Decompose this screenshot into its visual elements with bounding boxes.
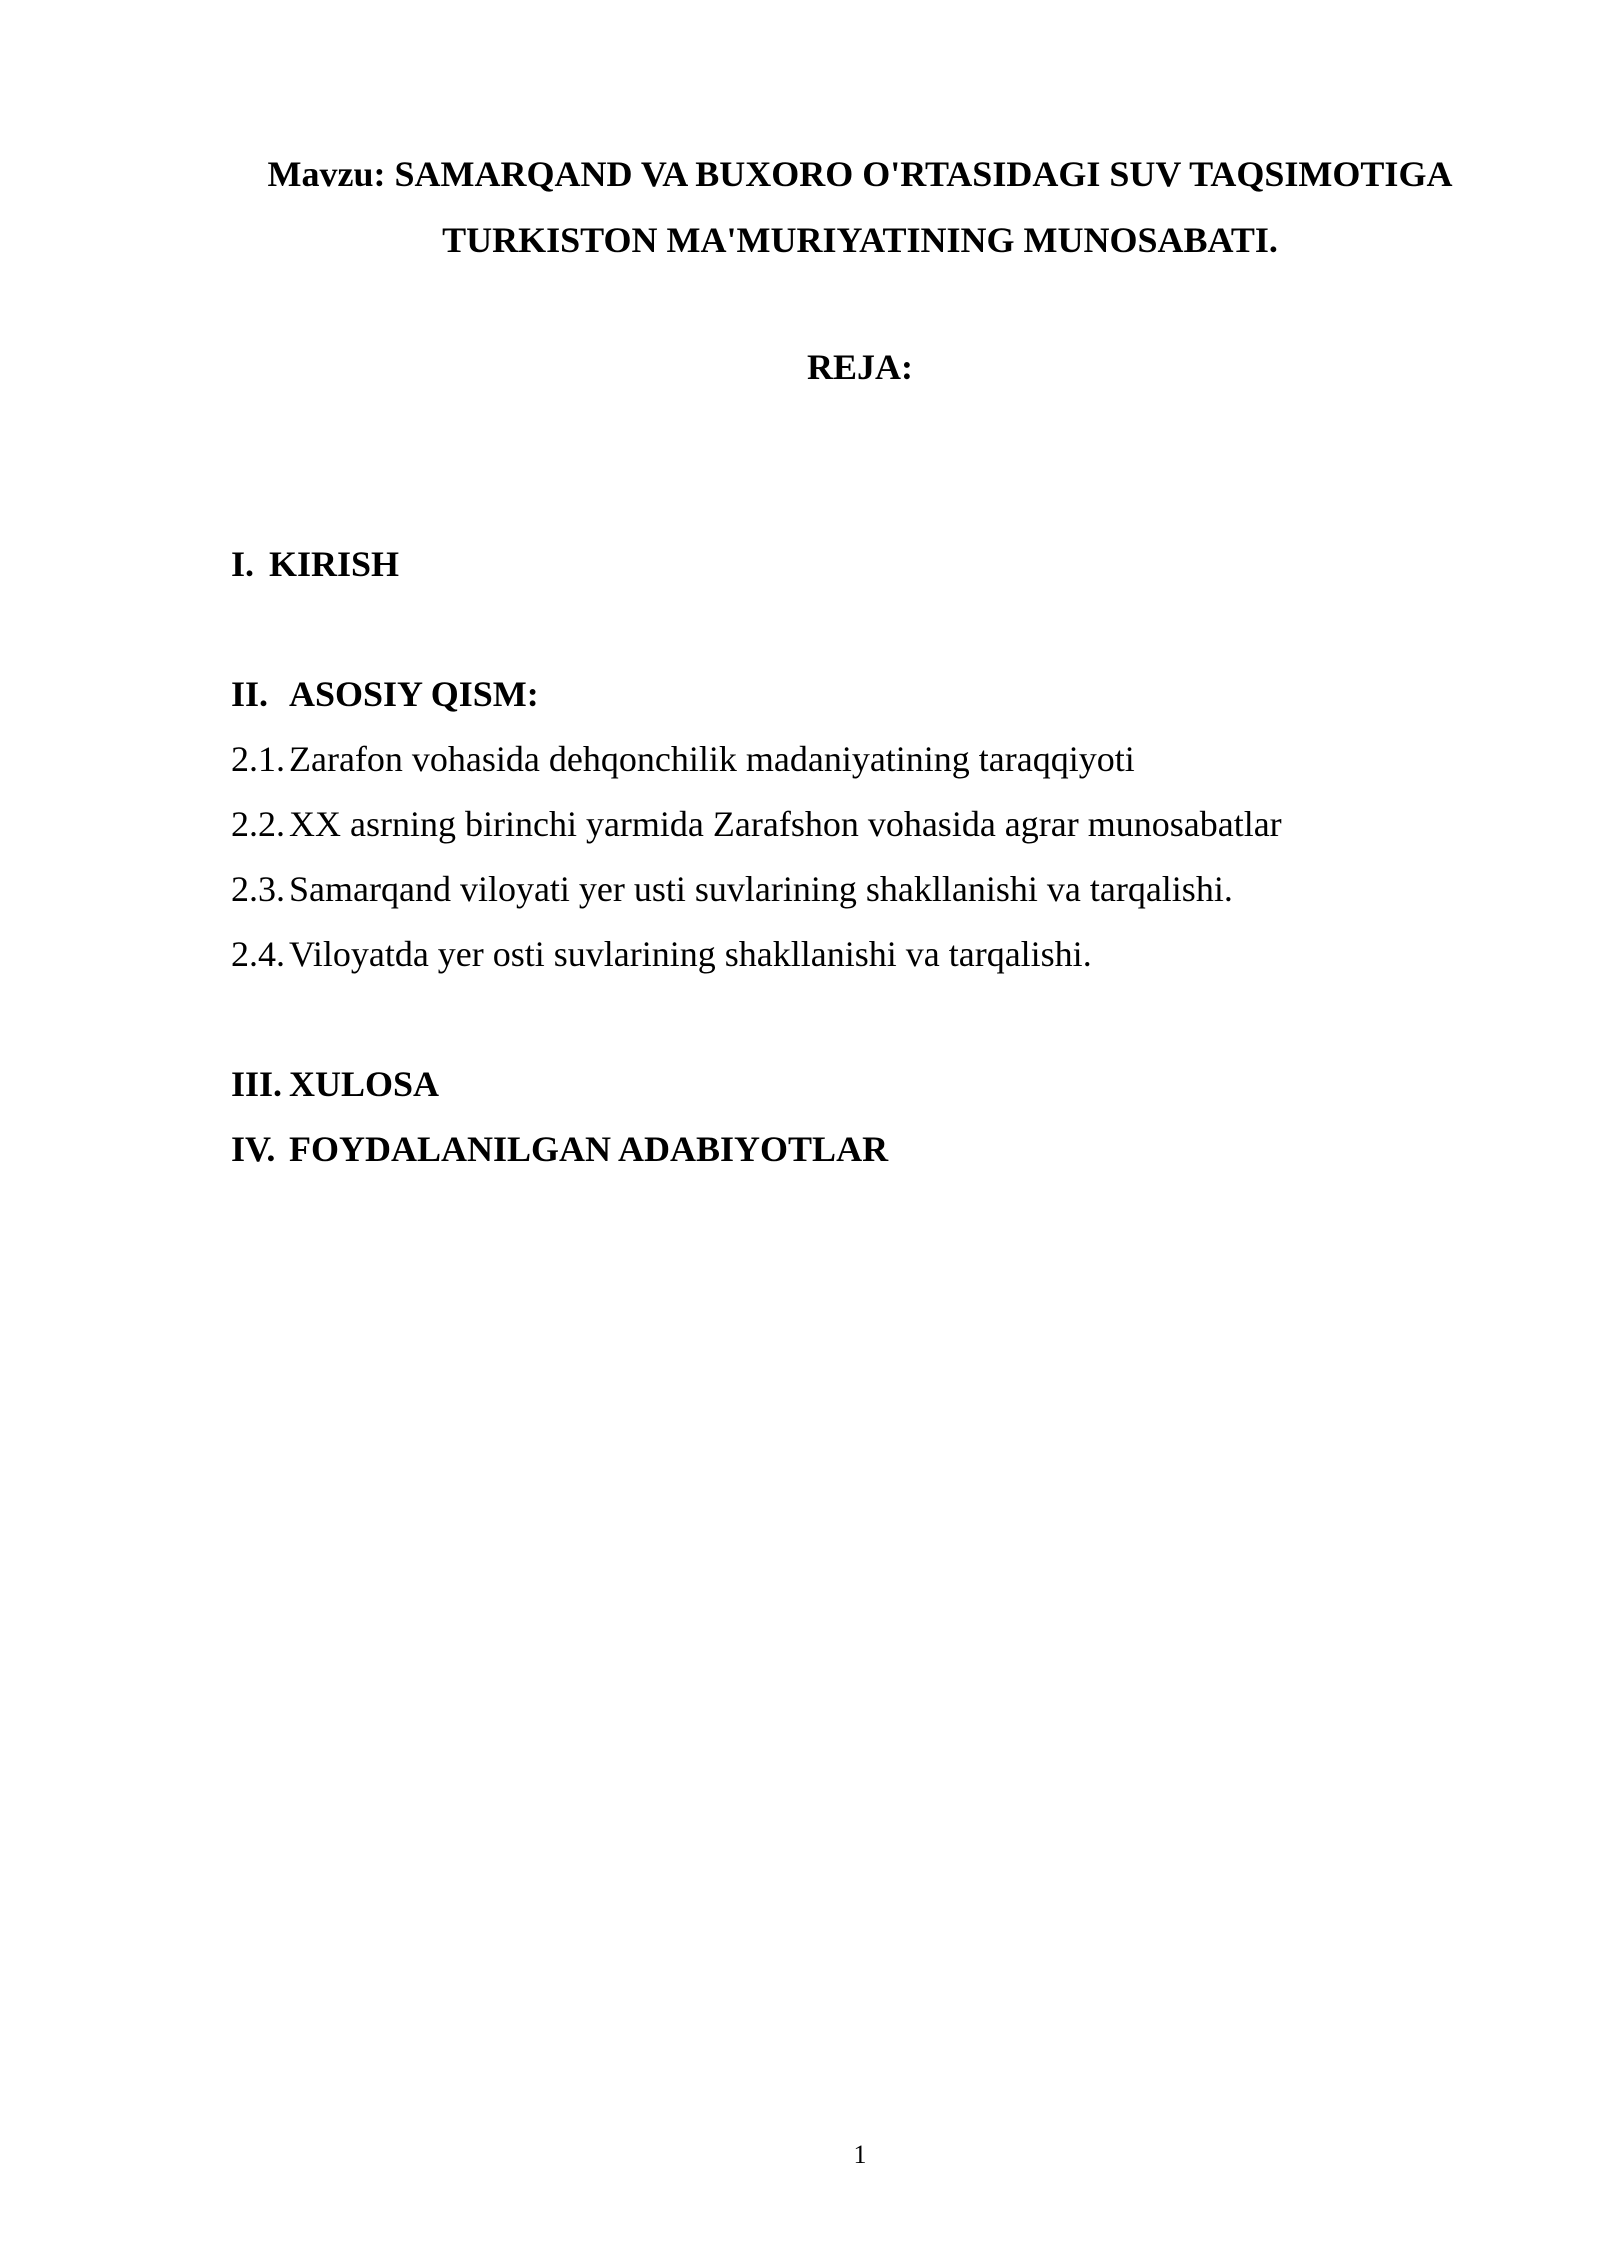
- section-label: XULOSA: [289, 1064, 440, 1104]
- section-item-kirish: [231, 543, 399, 585]
- subsection-label: XX asrning birinchi yarmida Zarafshon vohasida agrar munosabatlar: [289, 804, 1282, 844]
- subsection-label: Zarafon vohasida dehqonchilik madaniyatining taraqqiyoti: [289, 739, 1135, 779]
- subsection-item: [231, 868, 1233, 910]
- section-label: ASOSIY QISM:: [289, 674, 539, 714]
- topic-prefix: Mavzu:: [267, 154, 386, 194]
- section-item-xulosa: [231, 1063, 439, 1105]
- section-label: FOYDALANILGAN ADABIYOTLAR: [289, 1129, 889, 1169]
- section-number: I.: [231, 544, 255, 584]
- subsection-item: [231, 738, 1135, 780]
- subsection-label: Viloyatda yer osti suvlarining shakllanishi va tarqalishi.: [289, 934, 1092, 974]
- topic-line-2: TURKISTON MA'MURIYATINING MUNOSABATI.: [442, 220, 1278, 260]
- section-number: IV.: [231, 1129, 276, 1169]
- plan-heading: REJA:: [807, 347, 913, 387]
- topic-title: [200, 141, 1520, 273]
- subsection-number: 2.4.: [231, 934, 285, 974]
- page-number: 1: [853, 2140, 867, 2169]
- subsection-number: 2.2.: [231, 804, 285, 844]
- subsection-item: [231, 933, 1092, 975]
- topic-line-1: SAMARQAND VA BUXORO O'RTASIDAGI SUV TAQSIMOTIGA: [394, 154, 1453, 194]
- subsection-number: 2.1.: [231, 739, 285, 779]
- subsection-number: 2.3.: [231, 869, 285, 909]
- subsection-label: Samarqand viloyati yer usti suvlarining shakllanishi va tarqalishi.: [289, 869, 1233, 909]
- subsection-item: [231, 803, 1282, 845]
- section-label: KIRISH: [269, 544, 400, 584]
- section-number: II.: [231, 674, 269, 714]
- section-item-adabiyotlar: [231, 1128, 888, 1170]
- section-number: III.: [231, 1064, 283, 1104]
- section-item-asosiy-qism: [231, 673, 539, 715]
